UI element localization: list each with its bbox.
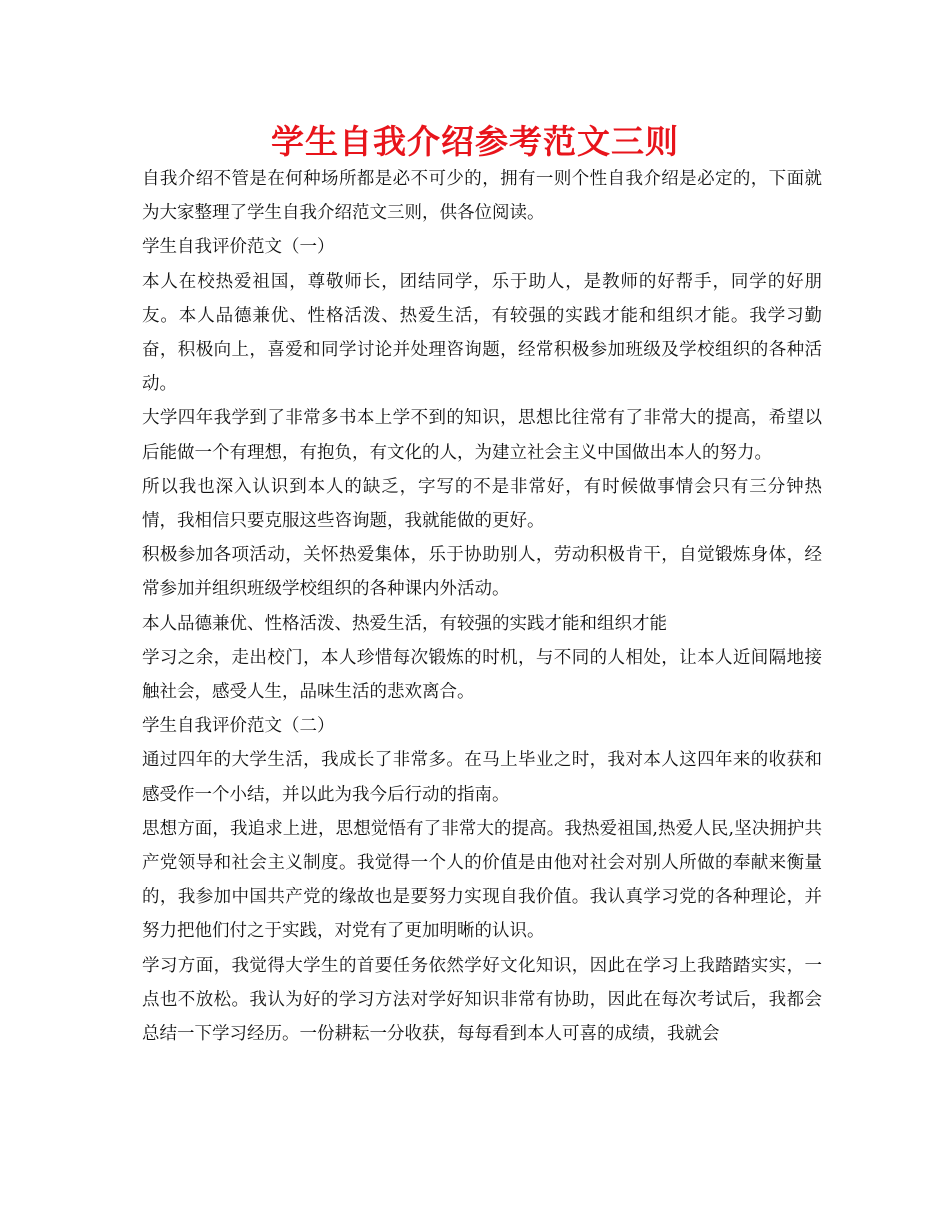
paragraph: 大学四年我学到了非常多书本上学不到的知识，思想比往常有了非常大的提高，希望以后能做一个有理想，有抱负，有文化的人，为建立社会主义中国做出本人的努力。: [142, 408, 822, 463]
paragraph: 通过四年的大学生活，我成长了非常多。在马上毕业之时，我对本人这四年来的收获和感受作一个小结，并以此为我今后行动的指南。: [142, 750, 822, 805]
section-heading-1: 学生自我评价范文（一）: [142, 237, 335, 258]
paragraph-intro: 自我介绍不管是在何种场所都是必不可少的，拥有一则个性自我介绍是必定的，下面就为大家整理了学生自我介绍范文三则，供各位阅读。: [142, 169, 822, 224]
paragraph: 本人在校热爱祖国，尊敬师长，团结同学，乐于助人，是教师的好帮手，同学的好朋友。本人品德兼优、性格活泼、热爱生活，有较强的实践才能和组织才能。我学习勤奋，积极向上，喜爱和同学讨论并处理咨询题，经常积极参加班级及学校组织的各种活动。: [142, 271, 822, 395]
document-body: [142, 162, 822, 1051]
section-heading-2: 学生自我评价范文（二）: [142, 716, 335, 737]
paragraph: 积极参加各项活动，关怀热爱集体，乐于协助别人，劳动积极肯干，自觉锻炼身体，经常参加并组织班级学校组织的各种课内外活动。: [142, 545, 822, 600]
paragraph: 学习之余，走出校门，本人珍惜每次锻炼的时机，与不同的人相处，让本人近间隔地接触社会，感受人生，品味生活的悲欢离合。: [142, 647, 822, 703]
paragraph: 学习方面，我觉得大学生的首要任务依然学好文化知识，因此在学习上我踏踏实实，一点也不放松。我认为好的学习方法对学好知识非常有协助，因此在每次考试后，我都会总结一下学习经历。一份耕耘一分收获，每每看到本人可喜的成绩，我就会: [142, 955, 822, 1045]
paragraph: 本人品德兼优、性格活泼、热爱生活，有较强的实践才能和组织才能: [142, 613, 667, 634]
paragraph: 思想方面，我追求上进，思想觉悟有了非常大的提高。我热爱祖国,热爱人民,坚决拥护共产党领导和社会主义制度。我觉得一个人的价值是由他对社会对别人所做的奉献来衡量的，我参加中国共产党的缘故也是要努力实现自我价值。我认真学习党的各种理论，并努力把他们付之于实践，对党有了更加明晰的认识。: [142, 818, 822, 942]
document-title: 学生自我介绍参考范文三则: [271, 122, 679, 161]
paragraph: 所以我也深入认识到本人的缺乏，字写的不是非常好，有时候做事情会只有三分钟热情，我相信只要克服这些咨询题，我就能做的更好。: [142, 476, 822, 532]
